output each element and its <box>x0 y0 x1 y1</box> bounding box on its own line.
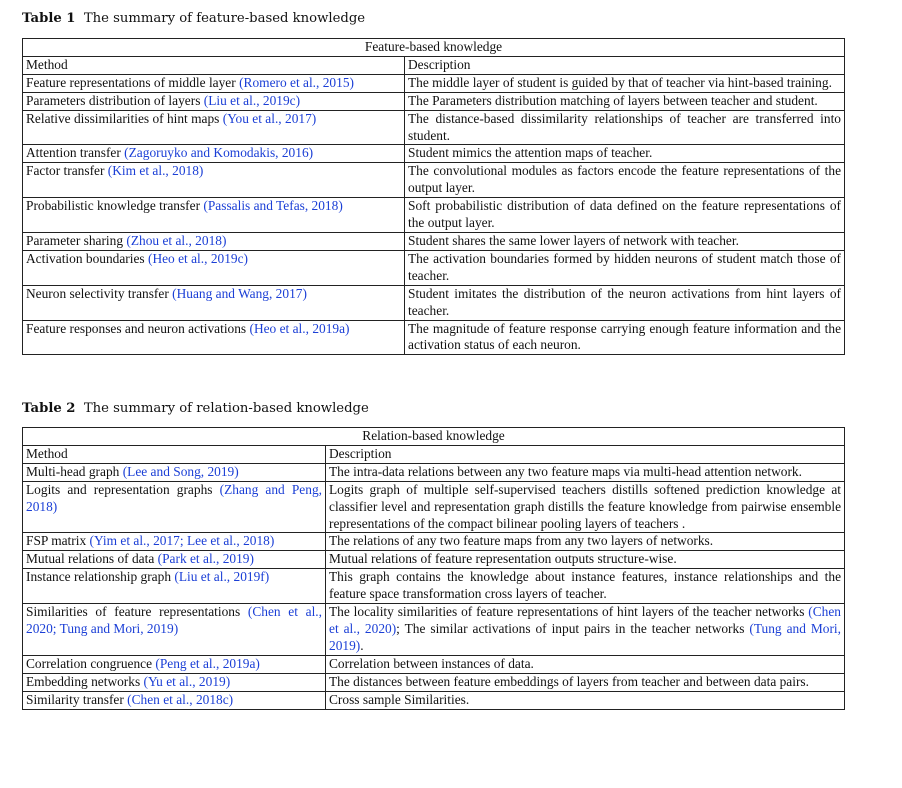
description-cell: The Parameters distribution matching of layers between teacher and student. <box>405 92 845 110</box>
table-row <box>23 673 845 691</box>
method-cell <box>23 673 326 691</box>
description-text: Cross sample Similarities. <box>329 691 470 707</box>
method-cell <box>23 533 326 551</box>
table1-caption-text: The summary of feature-based knowledge <box>83 11 366 26</box>
method-name: Instance relationship graph <box>26 569 175 585</box>
table-row <box>23 198 845 233</box>
table-row <box>23 285 845 320</box>
table1-caption-label: Table 1 <box>22 11 76 26</box>
citation-link[interactable]: (Huang and Wang, 2017) <box>172 285 307 301</box>
description-cell: The convolutional modules as factors encode the feature representations of the output layer. <box>405 163 845 198</box>
table-row <box>23 463 845 481</box>
citation-link[interactable]: (Chen et al., 2020) <box>329 604 842 636</box>
description-text: The distances between feature embeddings of layers from teacher and between data pairs. <box>329 673 809 689</box>
method-cell <box>23 569 326 604</box>
citation-link[interactable]: (Romero et al., 2015) <box>239 74 354 90</box>
table2-body <box>23 463 845 709</box>
method-name: Probabilistic knowledge transfer <box>26 198 204 214</box>
table1-method-header: Method <box>23 56 405 74</box>
description-text: This graph contains the knowledge about instance features, instance relationships and the feature space transformation cross layers of teacher. <box>329 569 842 602</box>
method-cell <box>23 481 326 533</box>
table2-caption-label: Table 2 <box>22 401 76 416</box>
method-name: Feature responses and neuron activations <box>26 320 250 336</box>
method-cell <box>23 691 326 709</box>
method-cell <box>23 92 405 110</box>
table1-caption <box>22 11 365 27</box>
table-row <box>23 320 845 355</box>
method-name: Parameter sharing <box>26 232 127 248</box>
table2-method-header: Method <box>23 445 326 463</box>
table-row <box>23 569 845 604</box>
method-cell <box>23 145 405 163</box>
method-name: Parameters distribution of layers <box>26 92 204 108</box>
table-row <box>23 74 845 92</box>
method-name: Similarities of feature representations <box>26 604 248 620</box>
citation-link[interactable]: (Zhou et al., 2018) <box>126 232 227 248</box>
description-text: Logits graph of multiple self-supervised teachers distills softened prediction knowledge at classifier level and representation graph distills the feature knowledge from pairwise ensemble representations of the compact bilinear pooling layers of teachers . <box>329 481 842 531</box>
description-text: Mutual relations of feature representation outputs structure-wise. <box>329 551 677 567</box>
table2-description-header: Description <box>326 445 845 463</box>
method-cell <box>23 74 405 92</box>
feature-based-knowledge-table <box>22 38 845 355</box>
table1-description-header: Description <box>405 56 845 74</box>
description-cell <box>326 481 845 533</box>
method-name: FSP matrix <box>26 533 90 549</box>
description-cell: Student imitates the distribution of the neuron activations from hint layers of teacher. <box>405 285 845 320</box>
method-name: Correlation congruence <box>26 655 156 671</box>
method-name: Mutual relations of data <box>26 551 158 567</box>
method-name: Attention transfer <box>26 145 125 161</box>
method-cell <box>23 198 405 233</box>
description-cell <box>326 551 845 569</box>
table-row <box>23 110 845 145</box>
table-row <box>23 655 845 673</box>
citation-link[interactable]: (Peng et al., 2019a) <box>155 655 260 671</box>
table1-body <box>23 74 845 355</box>
method-cell <box>23 285 405 320</box>
description-cell <box>326 569 845 604</box>
citation-link[interactable]: (Chen et al., 2020; Tung and Mori, 2019) <box>26 604 322 636</box>
table1-group-header: Feature-based knowledge <box>23 39 845 57</box>
citation-link[interactable]: (Heo et al., 2019a) <box>249 320 350 336</box>
table2-group-header: Relation-based knowledge <box>23 428 845 446</box>
description-text: Correlation between instances of data. <box>329 655 534 671</box>
citation-link[interactable]: (Lee and Song, 2019) <box>122 463 239 479</box>
table-row <box>23 691 845 709</box>
method-name: Logits and representation graphs <box>26 481 220 497</box>
description-cell: Student shares the same lower layers of network with teacher. <box>405 232 845 250</box>
table-row <box>23 92 845 110</box>
citation-link[interactable]: (You et al., 2017) <box>222 110 317 126</box>
table-row <box>23 481 845 533</box>
method-cell <box>23 110 405 145</box>
method-name: Embedding networks <box>26 673 144 689</box>
description-cell <box>326 655 845 673</box>
method-cell <box>23 163 405 198</box>
method-name: Feature representations of middle layer <box>26 74 240 90</box>
citation-link[interactable]: (Heo et al., 2019c) <box>147 250 249 266</box>
method-name: Activation boundaries <box>26 250 148 266</box>
citation-link[interactable]: (Liu et al., 2019c) <box>203 92 301 108</box>
method-name: Relative dissimilarities of hint maps <box>26 110 223 126</box>
citation-link[interactable]: (Yu et al., 2019) <box>143 673 231 689</box>
method-cell <box>23 551 326 569</box>
citation-link[interactable]: (Yim et al., 2017; Lee et al., 2018) <box>89 533 275 549</box>
description-cell <box>326 691 845 709</box>
citation-link[interactable]: (Passalis and Tefas, 2018) <box>203 198 343 214</box>
relation-based-knowledge-table <box>22 427 845 710</box>
description-text: The locality similarities of feature representations of hint layers of the teacher networks <box>329 604 809 620</box>
description-cell: The magnitude of feature response carrying enough feature information and the activation status of each neuron. <box>405 320 845 355</box>
description-cell: The middle layer of student is guided by that of teacher via hint-based training. <box>405 74 845 92</box>
method-cell <box>23 463 326 481</box>
description-cell <box>326 673 845 691</box>
table-row <box>23 250 845 285</box>
citation-link[interactable]: (Liu et al., 2019f) <box>174 569 270 585</box>
table-row <box>23 163 845 198</box>
description-cell <box>326 463 845 481</box>
description-cell: Student mimics the attention maps of teacher. <box>405 145 845 163</box>
citation-link[interactable]: (Kim et al., 2018) <box>107 163 204 179</box>
citation-link[interactable]: (Chen et al., 2018c) <box>127 691 234 707</box>
method-cell <box>23 655 326 673</box>
description-text: The intra-data relations between any two feature maps via multi-head attention network. <box>329 463 802 479</box>
method-cell <box>23 250 405 285</box>
citation-link[interactable]: (Tung and Mori, 2019) <box>329 620 841 653</box>
method-cell <box>23 604 326 656</box>
description-cell <box>326 604 845 656</box>
method-name: Neuron selectivity transfer <box>26 285 173 301</box>
table2-caption <box>22 401 369 417</box>
description-cell: The activation boundaries formed by hidden neurons of student match those of teacher. <box>405 250 845 285</box>
description-text: ; The similar activations of input pairs in the teacher networks <box>396 620 750 636</box>
citation-link[interactable]: (Park et al., 2019) <box>157 551 254 567</box>
table-row <box>23 551 845 569</box>
citation-link[interactable]: (Zagoruyko and Komodakis, 2016) <box>124 145 314 161</box>
description-text: . <box>360 637 364 653</box>
table-row <box>23 145 845 163</box>
description-cell: The distance-based dissimilarity relationships of teacher are transferred into student. <box>405 110 845 145</box>
description-cell: Soft probabilistic distribution of data defined on the feature representations of the output layer. <box>405 198 845 233</box>
method-name: Multi-head graph <box>26 463 123 479</box>
citation-link[interactable]: (Zhang and Peng, 2018) <box>26 481 322 514</box>
table-row <box>23 604 845 656</box>
table-row <box>23 533 845 551</box>
method-cell <box>23 320 405 355</box>
description-text: The relations of any two feature maps from any two layers of networks. <box>329 533 714 549</box>
table-row <box>23 232 845 250</box>
description-cell <box>326 533 845 551</box>
method-cell <box>23 232 405 250</box>
method-name: Similarity transfer <box>26 691 128 707</box>
method-name: Factor transfer <box>26 163 108 179</box>
table2-caption-text: The summary of relation-based knowledge <box>83 401 369 416</box>
